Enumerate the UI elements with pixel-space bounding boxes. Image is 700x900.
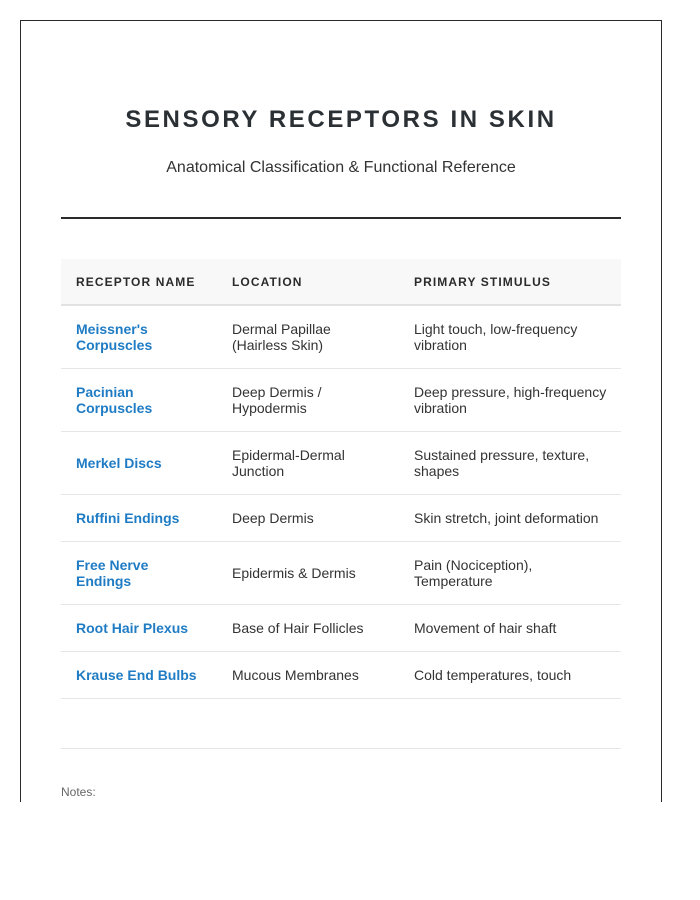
receptor-name-link[interactable]: Free Nerve Endings xyxy=(76,556,149,589)
column-header-primary-stimulus: PRIMARY STIMULUS xyxy=(399,259,621,305)
table-row xyxy=(61,494,621,541)
table-row xyxy=(61,541,621,604)
receptor-name-cell[interactable] xyxy=(61,368,217,431)
stimulus-cell: Movement of hair shaft xyxy=(399,604,621,651)
receptor-name-cell[interactable] xyxy=(61,431,217,494)
column-header-location: LOCATION xyxy=(217,259,399,305)
receptor-name-link[interactable]: Ruffini Endings xyxy=(76,509,180,526)
notes-label: Notes: xyxy=(61,785,96,799)
table-row xyxy=(61,604,621,651)
receptor-name-link[interactable]: Merkel Discs xyxy=(76,454,162,471)
receptor-name-cell[interactable] xyxy=(61,494,217,541)
page-subtitle: Anatomical Classification & Functional Reference xyxy=(166,159,516,176)
header-divider xyxy=(61,217,621,219)
receptor-name-link[interactable]: Pacinian Corpuscles xyxy=(76,383,153,416)
table-row xyxy=(61,651,621,698)
receptor-name-cell[interactable] xyxy=(61,604,217,651)
stimulus-cell: Cold temperatures, touch xyxy=(399,651,621,698)
receptor-name-cell[interactable] xyxy=(61,541,217,604)
table-row xyxy=(61,305,621,368)
stimulus-cell: Skin stretch, joint deformation xyxy=(399,494,621,541)
column-header-receptor-name: RECEPTOR NAME xyxy=(61,259,217,305)
receptor-name-link[interactable]: Krause End Bulbs xyxy=(76,666,197,683)
table-row xyxy=(61,431,621,494)
location-cell: Epidermis & Dermis xyxy=(217,541,399,604)
location-cell: Base of Hair Follicles xyxy=(217,604,399,651)
stimulus-cell: Sustained pressure, texture, shapes xyxy=(399,431,621,494)
page-title: SENSORY RECEPTORS IN SKIN xyxy=(125,106,557,133)
receptor-name-cell[interactable] xyxy=(61,651,217,698)
receptors-table xyxy=(61,259,621,699)
receptor-name-cell[interactable] xyxy=(61,305,217,368)
stimulus-cell: Deep pressure, high-frequency vibration xyxy=(399,368,621,431)
footer-divider xyxy=(61,748,621,749)
location-cell: Deep Dermis xyxy=(217,494,399,541)
stimulus-cell: Pain (Nociception), Temperature xyxy=(399,541,621,604)
table-row xyxy=(61,368,621,431)
document-page xyxy=(20,20,662,802)
table-header-row xyxy=(61,259,621,305)
location-cell: Dermal Papillae (Hairless Skin) xyxy=(217,305,399,368)
location-cell: Mucous Membranes xyxy=(217,651,399,698)
receptor-name-link[interactable]: Meissner's Corpuscles xyxy=(76,320,153,353)
location-cell: Epidermal-Dermal Junction xyxy=(217,431,399,494)
stimulus-cell: Light touch, low-frequency vibration xyxy=(399,305,621,368)
receptor-name-link[interactable]: Root Hair Plexus xyxy=(76,619,189,636)
location-cell: Deep Dermis / Hypodermis xyxy=(217,368,399,431)
